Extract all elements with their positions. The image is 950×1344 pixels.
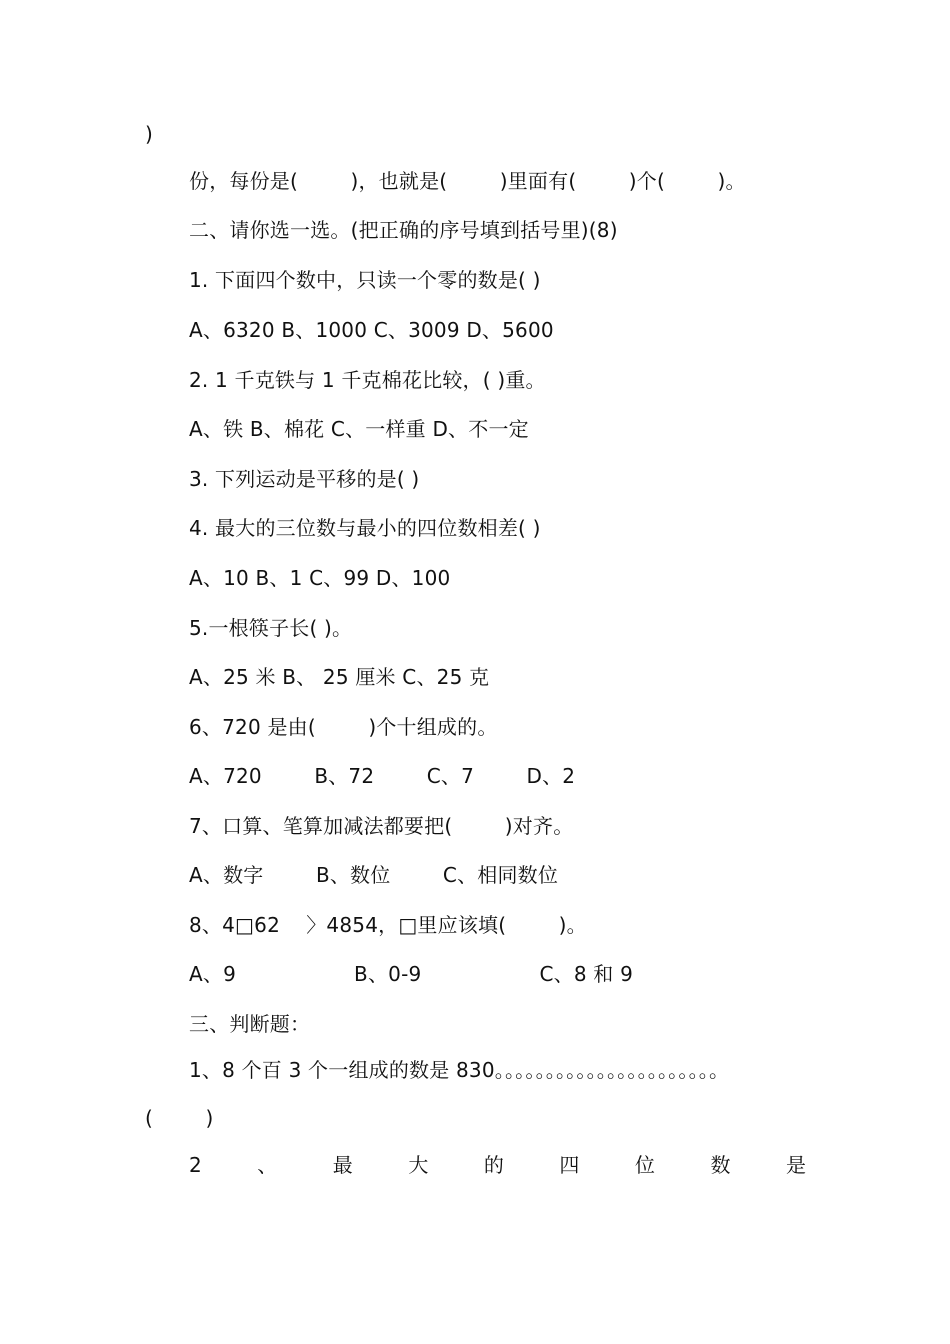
- section-heading-choice: 二、请你选一选。(把正确的序号填到括号里)(8): [189, 218, 618, 242]
- question-6-options: A、720 B、72 C、7 D、2: [189, 764, 576, 788]
- judge-q2-char: 的: [483, 1153, 504, 1177]
- question-5: 5.一根筷子长( )。: [189, 616, 353, 640]
- question-5-options: A、25 米 B、 25 厘米 C、25 克: [189, 665, 490, 689]
- question-2: 2. 1 千克铁与 1 千克棉花比较，( )重。: [189, 368, 546, 392]
- judge-q2-char: 数: [710, 1153, 731, 1177]
- question-1: 1. 下面四个数中，只读一个零的数是( ): [189, 268, 541, 292]
- judge-q2-char: 位: [634, 1153, 655, 1177]
- question-1-options: A、6320 B、1000 C、3009 D、5600: [189, 318, 554, 342]
- question-2-options: A、铁 B、棉花 C、一样重 D、不一定: [189, 417, 529, 441]
- judge-q2-char: 最: [332, 1153, 353, 1177]
- judge-q2-char: 四: [559, 1153, 580, 1177]
- question-4: 4. 最大的三位数与最小的四位数相差( ): [189, 516, 541, 540]
- closing-paren-line: ): [145, 122, 154, 146]
- question-7: 7、口算、笔算加减法都要把( )对齐。: [189, 814, 574, 838]
- judge-answer-blank: ( ): [145, 1106, 214, 1130]
- question-8: 8、4□62 〉4854，□里应该填( )。: [189, 913, 587, 937]
- judge-question-2: [189, 1151, 806, 1179]
- question-6: 6、720 是由( )个十组成的。: [189, 715, 498, 739]
- judge-q2-char: 、: [257, 1153, 278, 1177]
- question-8-options: A、9 B、0-9 C、8 和 9: [189, 962, 633, 986]
- judge-q2-char: 是: [785, 1153, 806, 1177]
- question-4-options: A、10 B、1 C、99 D、100: [189, 566, 451, 590]
- judge-q2-char: 2: [189, 1153, 202, 1177]
- fill-blank-line: 份，每份是( )，也就是( )里面有( )个( )。: [189, 169, 746, 193]
- question-3: 3. 下列运动是平移的是( ): [189, 467, 420, 491]
- judge-question-1: 1、8 个百 3 个一组成的数是 830。。。。。。。。。。。。。。。。。。。。。。: [189, 1058, 730, 1082]
- judge-q2-char: 大: [408, 1153, 429, 1177]
- section-heading-judge: 三、判断题：: [189, 1012, 311, 1036]
- question-7-options: A、数字 B、数位 C、相同数位: [189, 863, 559, 887]
